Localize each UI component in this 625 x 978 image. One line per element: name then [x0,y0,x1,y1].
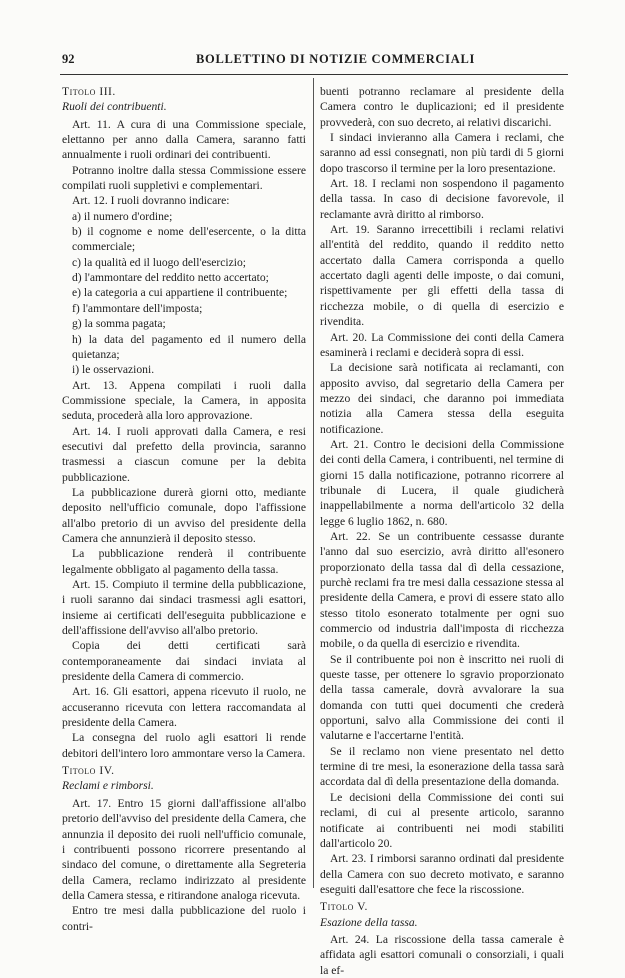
art-11-para-1: Art. 11. A cura di una Commissione speciale, elettanno per anno dalla Camera, saranno fatti annualmente i ruoli ordinari dei contribuenti. [62,117,306,162]
art-20-para-2: La decisione sarà notificata ai reclamanti, con apposito avviso, dal segretario della Camera per mezzo dei sindaci, che daranno poi immediata notizia alla Camera stessa della eseguita notificazione. [320,361,564,436]
right-column [320,84,564,978]
art-12-item-c: c) la qualità ed il luogo dell'esercizio; [72,255,246,269]
running-title: BOLLETTINO DI NOTIZIE COMMERCIALI [196,52,476,66]
art-18: Art. 18. I reclami non sospendono il pagamento della tassa. In caso di decisione favorevole, il reclamante avrà diritto al rimborso. [320,177,564,221]
page-header [0,52,625,70]
art-22-para-4: Le decisioni della Commissione dei conti sui reclami, di cui al presente articolo, saranno notificate ai contribuenti nei modi stabiliti dall'articolo 20. [320,790,564,850]
art-12-para-1: Art. 12. I ruoli dovranno indicare: [72,194,230,208]
art-12-item-f: f) l'ammontare dell'imposta; [72,301,203,315]
art-14-para-1: Art. 14. I ruoli approvati dalla Camera, e resi esecutivi dal prefetto della provincia, saranno trasmessi a ciascun comune per la debita pubblicazione. [62,424,306,484]
art-12-item-i: i) le osservazioni. [72,363,155,377]
title-v-heading: Titolo V. [320,900,368,914]
art-12-item-h: h) la data del pagamento ed il numero della quietanza; [72,332,306,361]
art-17-continuation: buenti potranno reclamare al presidente della Camera contro le duplicazioni; ed il presidente provvederà, con suo decreto, ai relativi discarichi. [320,85,564,129]
title-iii-subtitle: Ruoli dei contribuenti. [62,100,167,114]
art-12-item-a: a) il numero d'ordine; [72,209,173,223]
header-rule [60,74,568,75]
art-17-para-1: Art. 17. Entro 15 giorni dall'affissione all'albo pretorio dell'avviso del presidente della Camera, che annunzia il deposito dei ruoli nell'ufficio comunale, i contribuenti possono ricorrere presentando al sindaco del comune, o direttamente alla Segreteria della Camera, reclamo indirizzato al presidente della Camera stessa, e ritirandone analoga ricevuta. [62,796,306,902]
title-iv-heading: Titolo IV. [62,764,115,778]
art-13: Art. 13. Appena compilati i ruoli dalla Commissione speciale, la Camera, in apposita seduta, procederà alla loro approvazione. [62,378,306,423]
art-21: Art. 21. Contro le decisioni della Commissione dei conti della Camera, i contribuenti, nel termine di giorni 15 dalla notificazione, potranno ricorrere al tribunale di Lucera, il quale giudicherà inappellabilmente a norma dell'articolo 32 della legge 6 luglio 1862, n. 680. [320,437,564,528]
title-v-subtitle: Esazione della tassa. [320,915,418,929]
art-16-para-2: La consegna del ruolo agli esattori li rende debitori dell'intero loro ammontare verso la Camera. [62,731,306,760]
art-17-para-3: I sindaci invieranno alla Camera i reclami, che saranno ad essi consegnati, non più tardi di 5 giorni dopo trascorso il termine per la loro presentazione. [320,131,564,175]
art-12-item-g: g) la somma pagata; [72,317,166,331]
art-20-para-1: Art. 20. La Commissione dei conti della Camera esaminerà i reclami e deciderà sopra di essi. [320,330,564,359]
page-number: 92 [62,52,75,66]
art-19: Art. 19. Saranno irrecettibili i reclami relativi all'entità del reddito, quando il reddito netto accertato dalla Camera corrisponda a quello accertato dagli agenti delle imposte, o dai comuni, rispettivamente per gli effetti della tassa di ricchezza mobile, o di quella di esercizio e rivendita. [320,223,564,329]
art-12-item-b: b) il cognome e nome dell'esercente, o la ditta commerciale; [72,225,306,254]
title-iii-heading: Titolo III. [62,85,116,98]
art-16-para-1: Art. 16. Gli esattori, appena ricevuto il ruolo, ne accuseranno ricevuta con lettera raccomandata al presidente della Camera. [62,685,306,730]
art-24: Art. 24. La riscossione della tassa camerale è affidata agli esattori comunali o consorziali, i quali la ef- [320,932,564,977]
art-22-para-2: Se il contribuente poi non è inscritto nei ruoli di queste tasse, per ottenere lo sgravio proporzionato della tassa camerale, dovrà avvalorare la sua domanda con tutti quei documenti che crederà opportuni, salvo alla Commissione dei conti il valutarne e l'accertarne l'entità. [320,652,564,743]
title-iv-subtitle: Reclami e rimborsi. [62,779,154,793]
column-divider [313,78,314,888]
art-12-item-d: d) l'ammontare del reddito netto accertato; [72,271,269,285]
left-column [62,84,306,934]
art-15-para-2: Copia dei detti certificati sarà contemporaneamente dai sindaci inviata al presidente della Camera di commercio. [62,639,306,684]
art-14-para-2: La pubblicazione durerà giorni otto, mediante deposito nell'ufficio comunale, dopo l'affissione all'albo pretorio di un avviso del presidente della Camera che annunzierà il deposito stesso. [62,485,306,545]
art-15-para-1: Art. 15. Compiuto il termine della pubblicazione, i ruoli saranno dai sindaci trasmessi agli esattori, insieme ai certificati dell'eseguita pubblicazione e dell'affissione dell'avviso all'albo pretorio. [62,578,306,638]
art-14-para-3: La pubblicazione renderà il contribuente legalmente obbligato al pagamento della tassa. [62,547,306,576]
art-17-para-2: Entro tre mesi dalla pubblicazione del ruolo i contri- [62,904,306,933]
art-23: Art. 23. I rimborsi saranno ordinati dal presidente della Camera con suo decreto motivato, e saranno eseguiti dall'esattore che fece la riscossione. [320,852,564,896]
art-22-para-1: Art. 22. Se un contribuente cessasse durante l'anno dal suo esercizio, avrà diritto all'esonero proporzionato della tassa dal dì della cessazione, purchè reclami fra tre mesi dalla cessazione stessa al presidente della Camera, e provi di essere stato allo stesso titolo esonerato totalmente per ogni suo commercio od industria dall'imposta di ricchezza mobile, o da quella di esercizio e rivendita. [320,529,564,651]
art-11-para-2: Potranno inoltre dalla stessa Commissione essere compilati ruoli suppletivi e complementari. [62,163,306,193]
art-12-item-e: e) la categoria a cui appartiene il contribuente; [72,286,288,300]
art-22-para-3: Se il reclamo non viene presentato nel detto termine di tre mesi, la esonerazione della tassa sarà accordata dal dì della presentazione della domanda. [320,744,564,789]
